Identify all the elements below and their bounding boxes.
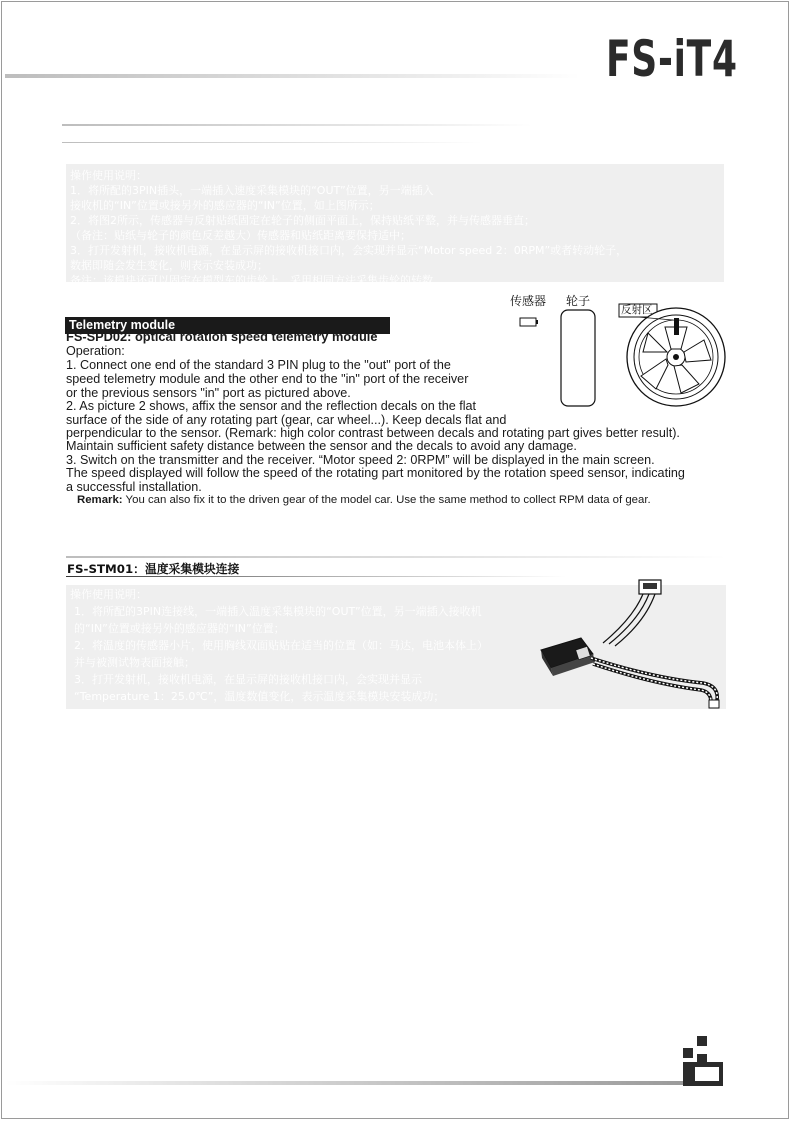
english-line-5: surface of the side of any rotating part (gear, car wheel...). Keep decals flat and: [66, 413, 507, 427]
remark-line: [77, 493, 651, 507]
sensor-label: 传感器: [510, 294, 547, 308]
wheel-front-view: [627, 308, 725, 406]
brand-logo: FS-iT4: [606, 30, 738, 88]
chinese-line-1-2: 1．将所配的3PIN插头，一端插入速度采集模块的“OUT”位置，另一端插入: [70, 184, 434, 197]
chinese-line-1-5: （备注：贴纸与轮子的颜色反差越大）传感器和贴纸距离要保持适中；: [70, 229, 411, 242]
remark-label: Remark:: [77, 494, 123, 506]
spd02-subtitle: FS-SPD02: optical rotation speed telemetry module: [66, 329, 378, 344]
english-line-7: Maintain sufficient safety distance between the sensor and the decals to avoid any damage.: [66, 439, 577, 453]
remark-text: You can also fix it to the driven gear of the model car. Use the same method to collect RPM data of gear.: [122, 494, 651, 506]
reflective-decal: [674, 318, 679, 335]
chinese-line-2-6: 3．打开发射机，接收机电源，在显示屏的接收机接口内，会实现并显示: [74, 673, 422, 686]
chinese-line-1-7: 数据即随会发生变化，则表示安装成功；: [70, 259, 268, 272]
chinese-line-2-3: 的“IN”位置或接另外的感应器的“IN”位置；: [74, 622, 285, 635]
wheel-side-view: [561, 310, 595, 406]
temperature-module-illustration: [533, 578, 733, 718]
english-line-9: The speed displayed will follow the speed of the rotating part monitored by the rotation speed sensor, indicating: [66, 466, 685, 480]
section-rule-2: [62, 142, 482, 143]
english-line-4: 2. As picture 2 shows, affix the sensor and the reflection decals on the flat: [66, 399, 477, 413]
sensor-icon: [520, 318, 536, 326]
chinese-line-1-8: 备注：该模块还可以固定在模型车的齿轮上，采用相同方法采集齿轮的转数。: [70, 274, 444, 287]
english-line-8: 3. Switch on the transmitter and the receiver. “Motor speed 2: 0RPM” will be displayed in the main screen.: [66, 453, 655, 467]
english-line-6: perpendicular to the sensor. (Remark: high color contrast between decals and rotating part gives better result).: [66, 426, 680, 440]
section-rule: [62, 124, 532, 126]
english-line-1: 1. Connect one end of the standard 3 PIN plug to the "out" port of the: [66, 358, 451, 372]
footer-rule: [5, 1081, 685, 1085]
chinese-line-1-1: 操作使用说明：: [70, 169, 147, 182]
operation-heading: Operation:: [66, 344, 125, 358]
header-rule: [5, 74, 580, 78]
chinese-line-2-1: 操作使用说明：: [70, 588, 147, 601]
stm01-title: FS-STM01：温度采集模块连接: [67, 562, 240, 576]
stm-section-rule: [66, 556, 726, 558]
english-line-3: or the previous sensors "in" port as pictured above.: [66, 386, 351, 400]
english-line-2: speed telemetry module and the other end to the "in" port of the receiver: [66, 372, 469, 386]
chinese-line-1-3: 接收机的“IN”位置或接另外的感应器的“IN”位置，如上图所示；: [70, 199, 380, 212]
reflect-area-label: 反射区: [621, 304, 653, 316]
chinese-line-2-4: 2．将温度的传感器小片，使用胸线双面贴贴在适当的位置（如：马达，电池本体上）: [74, 639, 488, 652]
chinese-line-2-7: “Temperature 1：25.0℃”，温度数值变化，表示温度采集模块安装成功；: [74, 690, 445, 703]
section-title-bar: Telemetry module: [65, 317, 390, 334]
wheel-label: 轮子: [566, 294, 591, 308]
chinese-line-1-6: 3．打开发射机，接收机电源，在显示屏的接收机接口内，会实现并显示“Motor speed 2：0RPM”或者转动轮子，: [70, 244, 628, 257]
chinese-line-2-2: 1．将所配的3PIN连接线，一端插入温度采集模块的“OUT”位置，另一端插入接收机: [74, 605, 482, 618]
chinese-line-2-5: 并与被测试物表面接触；: [74, 656, 195, 669]
english-line-10: a successful installation.: [66, 480, 202, 494]
chinese-line-1-4: 2．将图2所示，传感器与反射贴纸固定在轮子的侧面平面上，保持贴纸平整，并与传感器垂直；: [70, 214, 535, 227]
stm-title-underline: [66, 576, 566, 577]
page-corner-icon: [683, 1036, 727, 1088]
